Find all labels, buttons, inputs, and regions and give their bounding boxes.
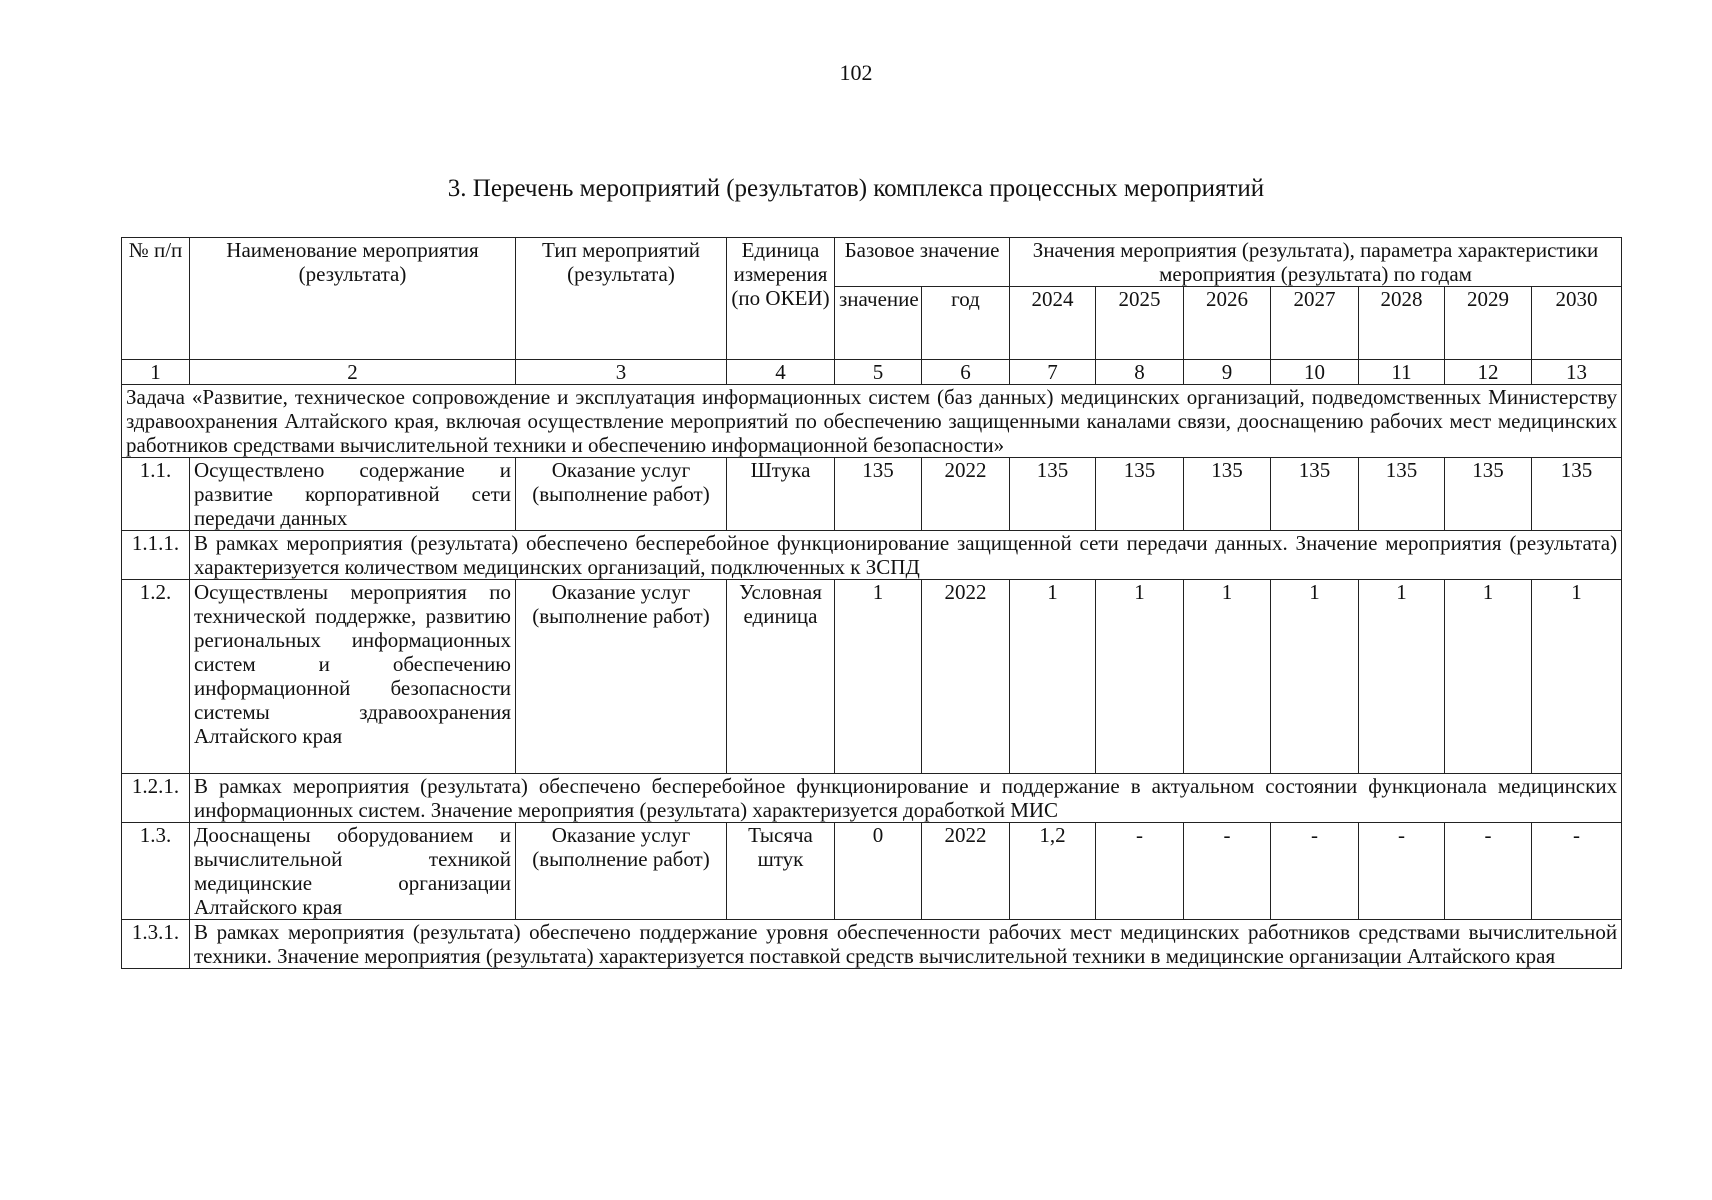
column-number: 6 (922, 360, 1010, 385)
row-base-value: 0 (835, 823, 922, 920)
activities-table (121, 237, 1622, 969)
header-row (122, 238, 1622, 287)
column-number: 13 (1532, 360, 1622, 385)
row-value: 135 (1096, 458, 1184, 531)
sub-row-text: В рамках мероприятия (результата) обеспечено поддержание уровня обеспеченности рабочих мест медицинских работников средствами вычислительной техники. Значение мероприятия (результата) характеризуется поставкой средств вычислительной техники в медицинские организации Алтайского края (190, 920, 1622, 969)
row-value: 1 (1445, 580, 1532, 774)
header-year: 2026 (1184, 287, 1271, 360)
row-base-value: 1 (835, 580, 922, 774)
header-name: Наименование мероприятия (результата) (190, 238, 516, 360)
row-value: - (1532, 823, 1622, 920)
row-number: 1.2. (122, 580, 190, 774)
header-year: 2025 (1096, 287, 1184, 360)
row-unit: Условная единица (727, 580, 835, 774)
header-base-value: значение (835, 287, 922, 360)
row-value: 135 (1359, 458, 1445, 531)
sub-row (122, 774, 1622, 823)
section-title: 3. Перечень мероприятий (результатов) комплекса процессных мероприятий (447, 175, 1265, 202)
row-name: Осуществлено содержание и развитие корпоративной сети передачи данных (190, 458, 516, 531)
page-number: 102 (839, 60, 873, 85)
row-base-value: 135 (835, 458, 922, 531)
row-type: Оказание услуг (выполнение работ) (516, 823, 727, 920)
column-number: 1 (122, 360, 190, 385)
header-no: № п/п (122, 238, 190, 360)
header-values: Значения мероприятия (результата), параметра характеристики мероприятия (результата) по годам (1010, 238, 1622, 287)
header-type: Тип мероприятий (результата) (516, 238, 727, 360)
column-number: 9 (1184, 360, 1271, 385)
row-value: - (1096, 823, 1184, 920)
column-number: 7 (1010, 360, 1096, 385)
column-number: 8 (1096, 360, 1184, 385)
header-year: 2027 (1271, 287, 1359, 360)
row-type: Оказание услуг (выполнение работ) (516, 580, 727, 774)
row-value: 1 (1096, 580, 1184, 774)
row-name: Осуществлены мероприятия по технической поддержке, развитию региональных информационных систем и обеспечению информационной безопасности системы здравоохранения Алтайского края (190, 580, 516, 774)
sub-row-number: 1.1.1. (122, 531, 190, 580)
row-number: 1.3. (122, 823, 190, 920)
row-unit: Тысяча штук (727, 823, 835, 920)
sub-row-number: 1.3.1. (122, 920, 190, 969)
column-number: 5 (835, 360, 922, 385)
column-number-row (122, 360, 1622, 385)
header-year: 2024 (1010, 287, 1096, 360)
header-unit: Единица измерения (по ОКЕИ) (727, 238, 835, 360)
task-text: Задача «Развитие, техническое сопровождение и эксплуатация информационных систем (баз данных) медицинских организаций, подведомственных Министерству здравоохранения Алтайского края, включая осуществление мероприятий по обеспечению защищенными каналами связи, дооснащению рабочих мест медицинских работников средствами вычислительной техники и обеспечению информационной безопасности» (122, 385, 1622, 458)
row-value: 135 (1184, 458, 1271, 531)
sub-row-number: 1.2.1. (122, 774, 190, 823)
row-value: - (1359, 823, 1445, 920)
row-base-year: 2022 (922, 823, 1010, 920)
sub-row (122, 531, 1622, 580)
row-value: - (1271, 823, 1359, 920)
header-base-year: год (922, 287, 1010, 360)
row-value: 1 (1271, 580, 1359, 774)
column-number: 2 (190, 360, 516, 385)
table-row (122, 580, 1622, 774)
column-number: 12 (1445, 360, 1532, 385)
row-number: 1.1. (122, 458, 190, 531)
row-value: 1,2 (1010, 823, 1096, 920)
column-number: 10 (1271, 360, 1359, 385)
row-value: 1 (1010, 580, 1096, 774)
row-value: 135 (1010, 458, 1096, 531)
row-base-year: 2022 (922, 458, 1010, 531)
row-base-year: 2022 (922, 580, 1010, 774)
sub-row-text: В рамках мероприятия (результата) обеспечено бесперебойное функционирование защищенной сети передачи данных. Значение мероприятия (результата) характеризуется количеством медицинских организаций, подключенных к ЗСПД (190, 531, 1622, 580)
row-value: 135 (1445, 458, 1532, 531)
sub-row-text: В рамках мероприятия (результата) обеспечено бесперебойное функционирование и поддержание в актуальном состоянии функционала медицинских информационных систем. Значение мероприятия (результата) характеризуется доработкой МИС (190, 774, 1622, 823)
row-value: 135 (1532, 458, 1622, 531)
column-number: 3 (516, 360, 727, 385)
column-number: 11 (1359, 360, 1445, 385)
table-row (122, 823, 1622, 920)
row-unit: Штука (727, 458, 835, 531)
task-row (122, 385, 1622, 458)
row-name: Дооснащены оборудованием и вычислительной техникой медицинские организации Алтайского края (190, 823, 516, 920)
row-value: - (1445, 823, 1532, 920)
row-value: - (1184, 823, 1271, 920)
row-type: Оказание услуг (выполнение работ) (516, 458, 727, 531)
column-number: 4 (727, 360, 835, 385)
header-year: 2028 (1359, 287, 1445, 360)
row-value: 1 (1184, 580, 1271, 774)
row-value: 135 (1271, 458, 1359, 531)
header-year: 2029 (1445, 287, 1532, 360)
header-year: 2030 (1532, 287, 1622, 360)
sub-row (122, 920, 1622, 969)
row-value: 1 (1532, 580, 1622, 774)
header-base: Базовое значение (835, 238, 1010, 287)
table-row (122, 458, 1622, 531)
row-value: 1 (1359, 580, 1445, 774)
